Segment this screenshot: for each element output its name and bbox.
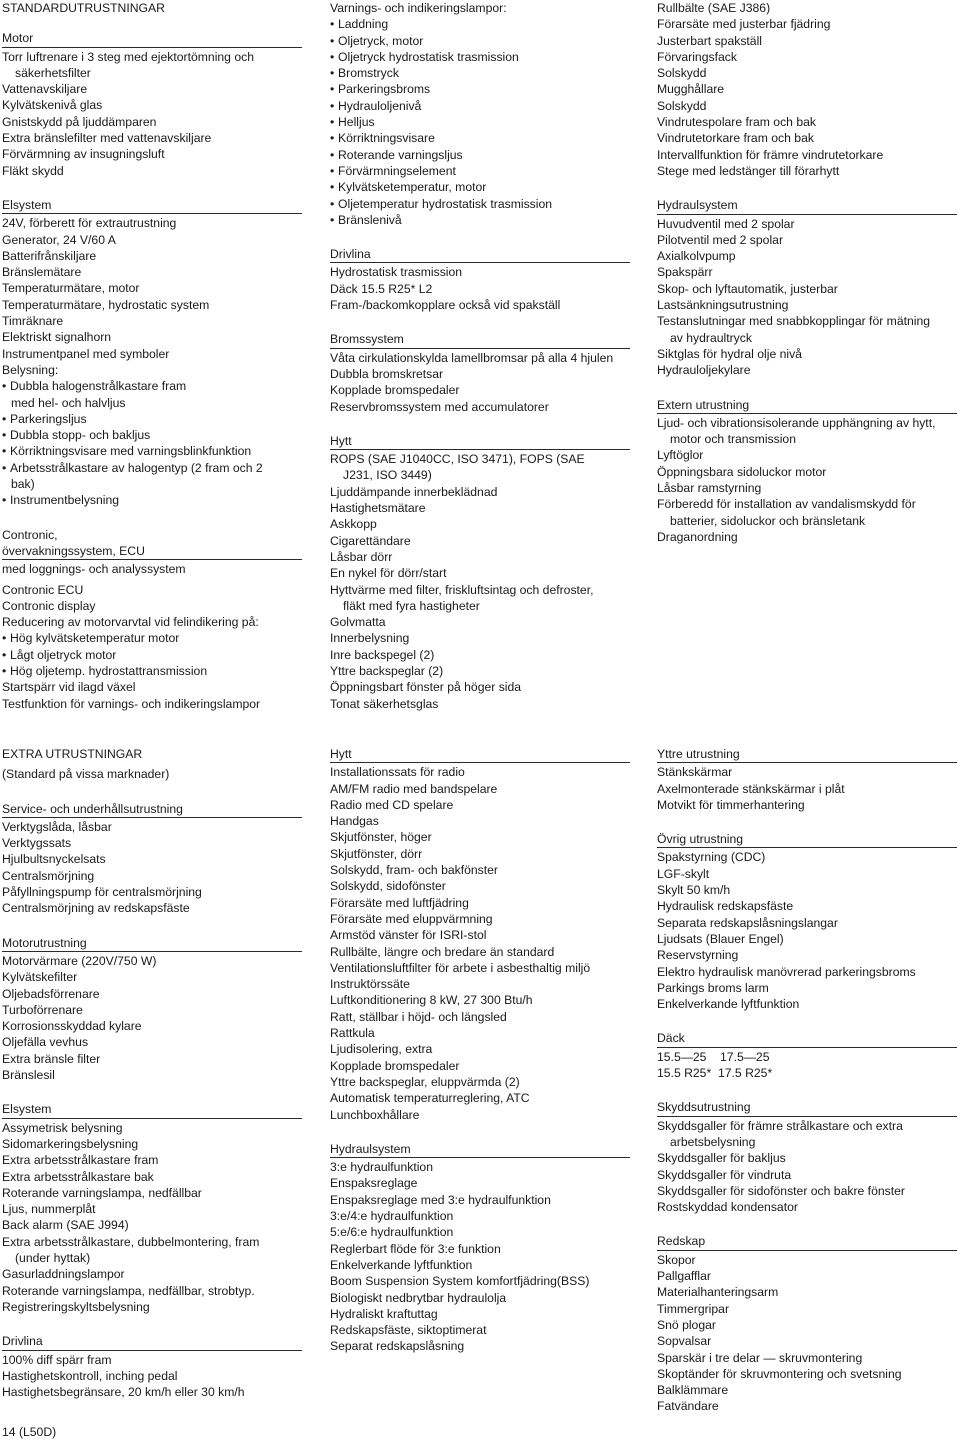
list-item: Lyftöglor	[657, 448, 704, 463]
list-item: Fatvändare	[657, 1399, 719, 1414]
list-item: Skoptänder för skruvmontering och svetsning	[657, 1366, 902, 1381]
list-item: Extra arbetsstrålkastare bak	[2, 1169, 154, 1184]
list-item: Separat redskapslåsning	[330, 1339, 465, 1354]
list-item: Bränslemätare	[2, 265, 82, 280]
bullet-item: • Körriktningsvisare	[330, 130, 630, 146]
section-subtitle: med loggnings- och analyssystem	[2, 562, 186, 577]
list-item: Enkelverkande lyftfunktion	[657, 997, 800, 1012]
column-extra-1	[2, 746, 302, 1413]
list-item: Gasurladdningslampor	[2, 1267, 125, 1282]
list-item: Handgas	[330, 814, 379, 829]
list-item: Temperaturmätare, motor	[2, 281, 140, 296]
bullet-item: • Dubbla halogenstrålkastare fram	[2, 378, 302, 394]
list-item: Yttre backspeglar (2)	[330, 663, 444, 678]
section-elsystem-extra	[2, 1101, 302, 1315]
list-item: Reducering av motorvarvtal vid felindikering på:	[2, 615, 259, 630]
bullet-item: • Hög kylvätsketemperatur motor	[2, 630, 302, 646]
list-item: Solskydd	[657, 98, 707, 113]
bullet-item: • Oljetryck, motor	[330, 33, 630, 49]
list-item: Innerbelysning	[330, 631, 410, 646]
list-item: Skyddsgaller för främre strålkastare och extra	[657, 1118, 903, 1133]
list-item: Solskydd	[657, 66, 707, 81]
list-item: Ljudsats (Blauer Engel)	[657, 931, 784, 946]
list-item: Ventilationsluftfilter för arbete i asbesthaltig miljö	[330, 960, 591, 975]
section-bromssystem	[330, 331, 630, 414]
list-item: Oljefälla vevhus	[2, 1035, 89, 1050]
list-item: Radio med CD spelare	[330, 797, 454, 812]
bullet-item: • Hydrauloljenivå	[330, 98, 630, 114]
list-item: säkerhetsfilter	[15, 65, 91, 80]
section-heading: Drivlina	[330, 246, 630, 263]
list-item: 100% diff spärr fram	[2, 1352, 112, 1367]
extra-title: EXTRA UTRUSTNINGAR	[2, 747, 143, 761]
list-item: Tonat säkerhetsglas	[330, 696, 439, 711]
list-item: Oljebadsförrenare	[2, 986, 100, 1001]
list-item: Hastighetskontroll, inching pedal	[2, 1368, 178, 1383]
list-item: Hastighetsbegränsare, 20 km/h eller 30 km/h	[2, 1385, 245, 1400]
list-item: Kylvätskefilter	[2, 970, 78, 985]
list-item: Spakspärr	[657, 265, 713, 280]
list-item: Skylt 50 km/h	[657, 883, 731, 898]
list-item: Hydrostatisk trasmission	[330, 265, 463, 280]
list-item: Balklämmare	[657, 1383, 729, 1398]
bullet-item: • Förvärmningselement	[330, 163, 630, 179]
list-item: Fram-/backomkopplare också vid spakställ	[330, 298, 561, 313]
bullet-continuation: med hel- och halvljus	[11, 395, 126, 410]
section-hytt	[330, 433, 630, 712]
section-heading: Contronic,	[2, 527, 58, 542]
list-item: Sopvalsar	[657, 1334, 712, 1349]
list-item: Pallgafflar	[657, 1269, 711, 1284]
list-item: Kopplade bromspedaler	[330, 383, 460, 398]
list-item: Contronic ECU	[2, 582, 84, 597]
list-item: Pilotventil med 2 spolar	[657, 232, 783, 247]
list-item: Ljud- och vibrationsisolerande upphängning av hytt,	[657, 415, 936, 430]
list-item: Rostskyddad kondensator	[657, 1200, 798, 1215]
list-item: Hyttvärme med filter, friskluftsintag och defroster,	[330, 582, 594, 597]
list-item: Kopplade bromspedaler	[330, 1058, 460, 1073]
list-item: av hydraultryck	[670, 330, 752, 345]
list-item: Sparskär i tre delar — skruvmontering	[657, 1350, 863, 1365]
bullet-item: • Bränslenivå	[330, 212, 630, 228]
list-item: Hydraulisk redskapsfäste	[657, 899, 794, 914]
list-item: Vattenavskiljare	[2, 82, 88, 97]
list-item: Askkopp	[330, 517, 377, 532]
bullet-item: • Hög oljetemp. hydrostattransmission	[2, 663, 302, 679]
list-item: Boom Suspension System komfortfjädring(BSS)	[330, 1274, 590, 1289]
bullet-item: • Kylvätsketemperatur, motor	[330, 179, 630, 195]
list-item: Lastsänkningsutrustning	[657, 298, 789, 313]
section-heading: Elsystem	[2, 1101, 302, 1118]
bullet-item: • Oljetryck hydrostatisk trasmission	[330, 49, 630, 65]
section-heading: Motor	[2, 30, 302, 47]
section-hydraulsystem	[657, 197, 957, 378]
section-elsystem	[2, 197, 302, 509]
list-item: Öppningsbara sidoluckor motor	[657, 464, 827, 479]
list-item: 15.5 R25* 17.5 R25*	[657, 1066, 773, 1081]
list-item: Roterande varningslampa, nedfällbar, strobtyp.	[2, 1283, 255, 1298]
list-item: ROPS (SAE J1040CC, ISO 3471), FOPS (SAE	[330, 452, 585, 467]
list-item: Öppningsbart fönster på höger sida	[330, 680, 522, 695]
section-hydraulsystem-extra	[330, 1141, 630, 1355]
list-item: Belysning:	[2, 362, 59, 377]
list-item: arbetsbelysning	[670, 1134, 756, 1149]
list-item: Vindrutetorkare fram och bak	[657, 131, 814, 146]
list-item: Gnistskydd på ljuddämparen	[2, 114, 157, 129]
page-number: 14 (L50D)	[2, 1425, 57, 1439]
section-heading: Däck	[657, 1030, 957, 1047]
list-item: En nykel för dörr/start	[330, 566, 447, 581]
list-item: Enspaksreglage med 3:e hydraulfunktion	[330, 1192, 551, 1207]
section-heading: Skyddsutrustning	[657, 1099, 957, 1116]
list-item: Yttre backspeglar, eluppvärmda (2)	[330, 1074, 520, 1089]
list-item: motor och transmission	[670, 432, 796, 447]
list-item: Stänkskärmar	[657, 765, 733, 780]
list-item: Låsbar dörr	[330, 549, 393, 564]
list-item: Sidomarkeringsbelysning	[2, 1136, 139, 1151]
list-item: fläkt med fyra hastigheter	[343, 598, 480, 613]
list-item: batterier, sidoluckor och bränsletank	[670, 513, 866, 528]
list-item: Assymetrisk belysning	[2, 1120, 123, 1135]
list-item: Hydrauloljekylare	[657, 363, 751, 378]
list-item: Extra arbetsstrålkastare fram	[2, 1153, 159, 1168]
list-item: Rullbälte, längre och bredare än standard	[330, 944, 555, 959]
list-item: Cigarettändare	[330, 533, 411, 548]
list-item: Automatisk temperaturreglering, ATC	[330, 1091, 530, 1106]
list-item: Instrumentpanel med symboler	[2, 346, 170, 361]
list-item: Temperaturmätare, hydrostatic system	[2, 297, 210, 312]
list-item: Skyddsgaller för vindruta	[657, 1167, 792, 1182]
list-item: Generator, 24 V/60 A	[2, 232, 116, 247]
bullet-continuation: bak)	[11, 477, 35, 492]
list-item: Skyddsgaller för bakljus	[657, 1151, 786, 1166]
list-item: Startspärr vid ilagd växel	[2, 680, 136, 695]
section-title: Varnings- och indikeringslampor:	[330, 1, 507, 15]
list-item: LGF-skylt	[657, 866, 710, 881]
list-item: Fläkt skydd	[2, 163, 64, 178]
section-contronic	[2, 527, 302, 712]
list-item: Golvmatta	[330, 615, 386, 630]
bullet-item: • Parkeringsbroms	[330, 81, 630, 97]
list-item: Förvärmning av insugningsluft	[2, 147, 165, 162]
bullet-item: • Körriktningsvisare med varningsblinkfunktion	[2, 443, 302, 459]
list-item: Motorvärmare (220V/750 W)	[2, 953, 157, 968]
list-item: Batterifrånskiljare	[2, 248, 97, 263]
list-item: Testfunktion för varnings- och indikeringslampor	[2, 696, 261, 711]
section-heading: Drivlina	[2, 1333, 302, 1350]
list-item: Roterande varningslampa, nedfällbar	[2, 1185, 202, 1200]
list-item: Torr luftrenare i 3 steg med ejektortömning och	[2, 49, 254, 64]
column-standard-3	[657, 0, 957, 558]
list-item: Hjulbultsnyckelsats	[2, 852, 106, 867]
section-dack	[657, 1030, 957, 1081]
list-item: AM/FM radio med bandspelare	[330, 781, 498, 796]
list-item: Elektro hydraulisk manövrerad parkeringsbroms	[657, 964, 916, 979]
list-item: Luftkonditionering 8 kW, 27 300 Btu/h	[330, 993, 533, 1008]
list-item: Axelmonterade stänkskärmar i plåt	[657, 781, 845, 796]
list-item: Verktygslåda, låsbar	[2, 819, 112, 834]
list-item: 3:e/4:e hydraulfunktion	[330, 1209, 454, 1224]
list-item: Timmergripar	[657, 1301, 729, 1316]
list-item: Reservstyrning	[657, 948, 739, 963]
list-item: Extra arbetsstrålkastare, dubbelmontering, fram	[2, 1234, 260, 1249]
list-item: Förarsäte med justerbar fjädring	[657, 17, 831, 32]
list-item: Centralsmörjning	[2, 868, 95, 883]
list-item: Skyddsgaller för sidofönster och bakre fönster	[657, 1183, 905, 1198]
list-item: Rullbälte (SAE J386)	[657, 1, 771, 15]
list-item: Däck 15.5 R25* L2	[330, 281, 433, 296]
column-extra-2	[330, 746, 630, 1368]
section-heading: Yttre utrustning	[657, 746, 957, 763]
list-item: Elektriskt signalhorn	[2, 330, 112, 345]
section-heading: Hydraulsystem	[657, 197, 957, 214]
list-item: Armstöd vänster för ISRI-stol	[330, 928, 487, 943]
section-heading: Hydraulsystem	[330, 1141, 630, 1158]
list-item: Centralsmörjning av redskapsfäste	[2, 901, 190, 916]
list-item: Enspaksreglage	[330, 1176, 418, 1191]
list-item: Justerbart spakställ	[657, 33, 762, 48]
list-item: Siktglas för hydral olje nivå	[657, 346, 802, 361]
list-item: Skop- och lyftautomatik, justerbar	[657, 281, 838, 296]
list-item: Solskydd, sidofönster	[330, 879, 446, 894]
bullet-item: • Bromstryck	[330, 65, 630, 81]
section-heading: Elsystem	[2, 197, 302, 214]
list-item: Korrosionsskyddad kylare	[2, 1019, 142, 1034]
list-item: Contronic display	[2, 598, 96, 613]
list-item: Förvaringsfack	[657, 49, 737, 64]
extra-subtitle: (Standard på vissa marknader)	[2, 767, 170, 782]
bullet-item: • Laddning	[330, 16, 630, 32]
standard-title: STANDARDUTRUSTNINGAR	[2, 1, 165, 15]
list-item: Reglerbart flöde för 3:e funktion	[330, 1241, 501, 1256]
list-item: 24V, förberett för extrautrustning	[2, 216, 177, 231]
column-extra-3	[657, 746, 957, 1428]
list-item: Biologiskt nedbrytbar hydraulolja	[330, 1290, 507, 1305]
list-item: Axialkolvpump	[657, 249, 736, 264]
list-item: Enkelverkande lyftfunktion	[330, 1257, 473, 1272]
list-item: Rattkula	[330, 1026, 375, 1041]
list-item: Materialhanteringsarm	[657, 1285, 779, 1300]
list-item: Förberedd för installation av vandalismskydd för	[657, 497, 916, 512]
section-heading: Övrig utrustning	[657, 831, 957, 848]
section-extern	[657, 397, 957, 546]
list-item: Lunchboxhållare	[330, 1107, 420, 1122]
list-item: Parkings broms larm	[657, 980, 769, 995]
list-item: Hydraliskt kraftuttag	[330, 1306, 438, 1321]
column-standard-2	[330, 0, 630, 725]
list-item: Stege med ledstänger till förarhytt	[657, 163, 840, 178]
list-item: Ljuddämpande innerbeklädnad	[330, 484, 498, 499]
section-drivlina	[330, 246, 630, 313]
list-item: Inre backspegel (2)	[330, 647, 435, 662]
bullet-item: • Helljus	[330, 114, 630, 130]
list-item: Installationssats för radio	[330, 765, 465, 780]
list-item: Ratt, ställbar i höjd- och längsled	[330, 1009, 507, 1024]
list-item: (under hyttak)	[15, 1251, 91, 1266]
section-service	[2, 801, 302, 917]
list-item: Hastighetsmätare	[330, 501, 426, 516]
column-standard-1	[2, 0, 302, 725]
list-item: Låsbar ramstyrning	[657, 481, 762, 496]
list-item: Påfyllningspump för centralsmörjning	[2, 885, 202, 900]
section-skydd	[657, 1099, 957, 1215]
list-item: Instruktörssäte	[330, 977, 410, 992]
list-item: Motvikt för timmerhantering	[657, 797, 805, 812]
bullet-item: • Roterande varningsljus	[330, 147, 630, 163]
section-heading: Extern utrustning	[657, 397, 957, 414]
list-item: Skjutfönster, dörr	[330, 846, 423, 861]
list-item: Skjutfönster, höger	[330, 830, 432, 845]
section-heading: Hytt	[330, 433, 630, 450]
list-item: J231, ISO 3449)	[343, 468, 432, 483]
bullet-item: • Instrumentbelysning	[2, 492, 302, 508]
list-item: 15.5—25 17.5—25	[657, 1049, 770, 1064]
list-item: Våta cirkulationskylda lamellbromsar på alla 4 hjulen	[330, 350, 614, 365]
section-heading: Motorutrustning	[2, 935, 302, 952]
list-item: Ljus, nummerplåt	[2, 1202, 96, 1217]
list-item: Vindrutespolare fram och bak	[657, 115, 816, 130]
section-yttre	[657, 746, 957, 813]
list-item: Draganordning	[657, 529, 738, 544]
section-misc	[657, 0, 957, 179]
section-ovrig	[657, 831, 957, 1012]
list-item: Kylvätskenivå glas	[2, 98, 103, 113]
list-item: Snö plogar	[657, 1317, 716, 1332]
list-item: Extra bränsle filter	[2, 1051, 101, 1066]
section-redskap	[657, 1233, 957, 1414]
section-motor	[2, 30, 302, 179]
list-item: Spakstyrning (CDC)	[657, 850, 766, 865]
list-item: Solskydd, fram- och bakfönster	[330, 863, 498, 878]
section-heading: övervakningssystem, ECU	[2, 543, 302, 560]
list-item: 5:e/6:e hydraulfunktion	[330, 1225, 454, 1240]
section-drivlina-extra	[2, 1333, 302, 1400]
section-hytt-extra	[330, 746, 630, 1123]
list-item: Förarsäte med luftfjädring	[330, 895, 469, 910]
list-item: Testanslutningar med snabbkopplingar för mätning	[657, 314, 931, 329]
section-heading: Bromssystem	[330, 331, 630, 348]
section-heading: Hytt	[330, 746, 630, 763]
list-item: Bränslesil	[2, 1068, 55, 1083]
list-item: Verktygssats	[2, 836, 72, 851]
list-item: 3:e hydraulfunktion	[330, 1160, 433, 1175]
list-item: Huvudventil med 2 spolar	[657, 216, 795, 231]
list-item: Registreringskyltsbelysning	[2, 1299, 150, 1314]
list-item: Back alarm (SAE J994)	[2, 1218, 129, 1233]
list-item: Dubbla bromskretsar	[330, 366, 444, 381]
bullet-item: • Arbetsstrålkastare av halogentyp (2 fram och 2	[2, 460, 302, 476]
bullet-item: • Lågt oljetryck motor	[2, 647, 302, 663]
list-item: Ljudisolering, extra	[330, 1042, 433, 1057]
section-heading: Service- och underhållsutrustning	[2, 801, 302, 818]
list-item: Skopor	[657, 1252, 696, 1267]
list-item: Separata redskapslåsningslangar	[657, 915, 838, 930]
bullet-item: • Parkeringsljus	[2, 411, 302, 427]
list-item: Redskapsfäste, siktoptimerat	[330, 1323, 487, 1338]
list-item: Extra bränslefilter med vattenavskiljare	[2, 131, 212, 146]
bullet-item: • Oljetemperatur hydrostatisk trasmission	[330, 196, 630, 212]
section-lamps	[330, 0, 630, 228]
list-item: Reservbromssystem med accumulatorer	[330, 399, 549, 414]
section-heading: Redskap	[657, 1233, 957, 1250]
bullet-item: • Dubbla stopp- och bakljus	[2, 427, 302, 443]
list-item: Timräknare	[2, 314, 64, 329]
list-item: Turboförrenare	[2, 1002, 83, 1017]
list-item: Intervallfunktion för främre vindrutetorkare	[657, 147, 884, 162]
list-item: Förarsäte med eluppvärmning	[330, 911, 493, 926]
list-item: Mugghållare	[657, 82, 725, 97]
section-motorutrustning	[2, 935, 302, 1084]
